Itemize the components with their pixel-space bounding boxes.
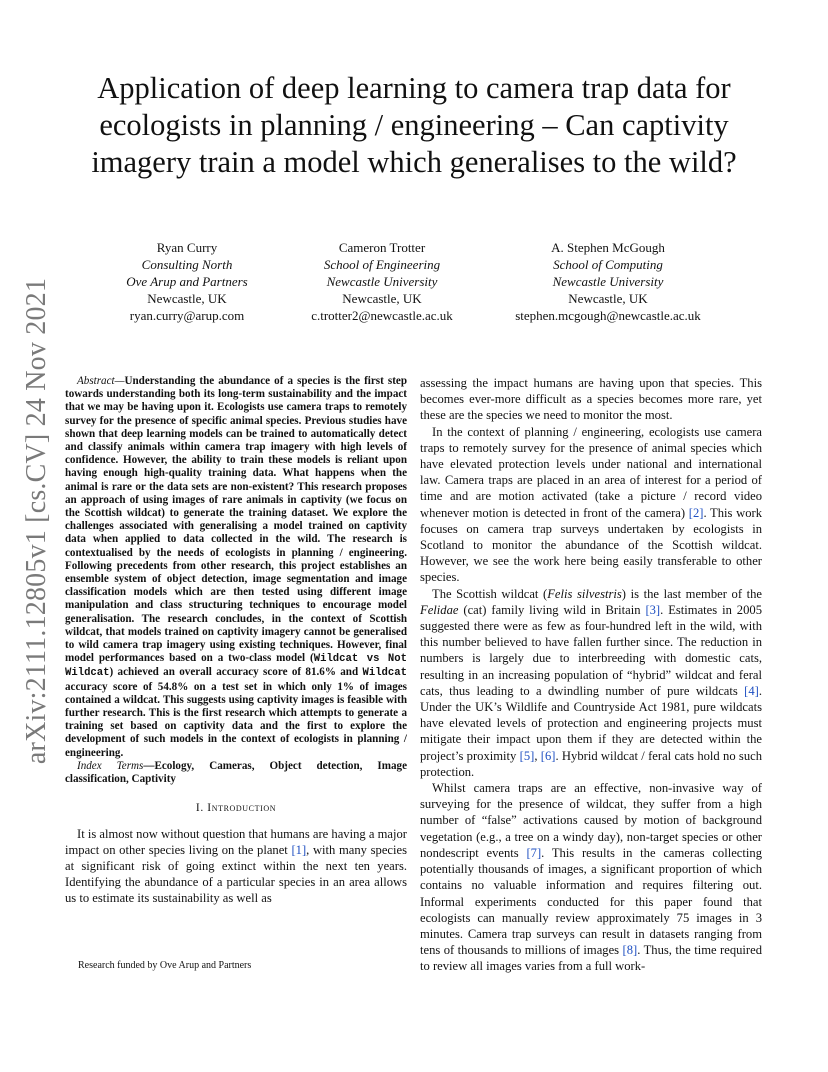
- footnote: Research funded by Ove Arup and Partners: [78, 960, 252, 971]
- citation-link[interactable]: [2]: [688, 505, 704, 520]
- author-name: A. Stephen McGough: [551, 240, 665, 255]
- left-column: [65, 375, 407, 907]
- author-affiliation: Newcastle University: [326, 274, 438, 289]
- citation-link[interactable]: [3]: [645, 602, 661, 617]
- index-terms-text: —Ecology, Cameras, Object detection, Image classification, Captivity: [65, 759, 407, 786]
- section-title: Introduction: [207, 802, 277, 815]
- paragraph-text: It is almost now without question that humans are having a major impact on other species living on the planet: [65, 826, 407, 857]
- citation-link[interactable]: [8]: [622, 943, 638, 958]
- paragraph-text: ) is the last member of the: [621, 586, 763, 601]
- author-location: Newcastle, UK: [147, 291, 227, 306]
- author-location: Newcastle, UK: [568, 291, 648, 306]
- citation-link[interactable]: [1]: [291, 842, 307, 857]
- paragraph-text: . This results in the cameras collecting potentially thousands of images, a significant proportion of which contains no valuable information and requires filtering out. Informal experiments conducted for this paper found that ecologists can manually review approximately 75 images in 3 minutes. Camera trap surveys can result in datasets ranging from tens of thousands to millions of images: [420, 845, 762, 958]
- abstract-text: ) achieved an overall accuracy score of 81.6% and: [109, 666, 363, 679]
- abstract-label: Abstract—: [77, 375, 125, 387]
- arxiv-sidebar: [21, 277, 52, 765]
- author-affiliation: Consulting North: [141, 257, 233, 272]
- author-name: Cameron Trotter: [338, 240, 426, 255]
- author-location: Newcastle, UK: [342, 291, 422, 306]
- family-name: Felidae: [420, 602, 459, 617]
- paragraph-text: (cat) family living wild in Britain: [458, 602, 646, 617]
- intro-paragraph: [65, 826, 407, 907]
- abstract-text: accuracy score of 54.8% on a test set in which only 1% of images contained a wildcat. This suggests using captivity images is feasible with further research. This is the first research which attempts to generate a training set based on captivity data and the first to explore the development of such models in the context of ecologists in planning / engineering.: [65, 680, 407, 759]
- author-email[interactable]: stephen.mcgough@newcastle.ac.uk: [515, 308, 701, 323]
- paragraph: [420, 586, 762, 780]
- abstract-code: Wildcat: [362, 667, 407, 680]
- author-email[interactable]: ryan.curry@arup.com: [129, 308, 245, 323]
- paragraph-text: , with many species at significant risk of going extinct within the next ten years. Identifying the abundance of a particular species in an area allows us to estimate its sustainability as well as: [65, 842, 407, 906]
- author-affiliation: Ove Arup and Partners: [126, 274, 248, 289]
- paragraph-text: In the context of planning / engineering, ecologists use camera traps to remotely survey for the presence of animal species which have elevated protection levels under national and international law. Camera traps are placed in an area of interest for a period of time and are motion activated (take a picture / record video whenever motion is detected in front of the camera): [420, 424, 762, 520]
- paragraph: [420, 424, 762, 586]
- arxiv-id: arXiv:2111.12805v1 [cs.CV] 24 Nov 2021: [21, 277, 52, 765]
- right-column: [420, 375, 762, 975]
- author-block: [77, 239, 297, 324]
- paragraph-text: . Estimates in 2005 suggested there were as few as four-hundred left in the wild, with this number believed to have fallen further since. The reduction in numbers is largely due to interbreeding with domestic cats, resulting in an increasing population of “hybrid” wildcat and feral cats, thus leading to a dwindling number of pure wildcats: [420, 602, 762, 698]
- author-affiliation: Newcastle University: [552, 274, 664, 289]
- paragraph-text: . Hybrid wildcat / feral cats hold no such protection.: [420, 748, 763, 779]
- author-affiliation: School of Computing: [553, 257, 663, 272]
- author-block: [498, 239, 718, 324]
- citation-link[interactable]: [4]: [744, 683, 759, 698]
- citation-link[interactable]: [7]: [526, 845, 542, 860]
- citation-link[interactable]: [6]: [540, 748, 556, 763]
- index-terms: [65, 760, 407, 786]
- section-heading: [65, 800, 407, 816]
- paragraph: [420, 780, 762, 974]
- author-name: Ryan Curry: [156, 240, 218, 255]
- paragraph: assessing the impact humans are having upon that species. This becomes ever-more difficult as a species becomes more rare, yet these are the species we need to monitor the most.: [420, 376, 762, 423]
- abstract: [65, 375, 407, 760]
- paragraph-text: The Scottish wildcat (: [432, 586, 548, 601]
- citation-link[interactable]: [5]: [519, 748, 535, 763]
- paragraph-text: . Thus, the time required to review all images varies from a full work-: [420, 943, 763, 974]
- paragraph-text: . This work focuses on camera trap surveys undertaken by ecologists in Scotland to monitor the abundance of the Scottish wildcat. However, we see the work here being easily transferable to other species.: [420, 505, 762, 585]
- abstract-code: Wildcat vs Not Wildcat: [65, 653, 407, 680]
- author-block: [272, 239, 492, 324]
- paragraph-text: . Under the UK’s Wildlife and Countryside Act 1981, pure wildcats have elevated levels of protection and engineering projects must mitigate their impact upon them if they are detected within the project’s proximity: [420, 683, 762, 763]
- paper-title: Application of deep learning to camera trap data for ecologists in planning / engineering – Can captivity imagery train a model which generalises to the wild?: [91, 71, 737, 179]
- paragraph-text: ,: [534, 748, 541, 763]
- abstract-text: Understanding the abundance of a species is the first step towards understanding both its long-term sustainability and the impact that we may be having upon it. Ecologists use camera traps to remotely survey for the presence of specific animal species. Previous studies have shown that deep learning models can be trained to automatically detect and classify animals within camera trap imagery with high levels of confidence. However, the ability to train these models is reliant upon having enough high-quality training data. What happens when the animal is rare or the data sets are non-existent? This research proposes an approach of using images of rare animals in captivity (we focus on the Scottish wildcat) to generate the training dataset. We explore the challenges associated with generalising a model trained on captivity data when applied to data collected in the wild. The research is contextualised by the needs of ecologists in planning / engineering. Following precedents from other research, this project establishes an ensemble system of object detection, image segmentation and image classification models which are then tested using different image manipulation and class structuring techniques to encourage model generalisation. The research concludes, in the context of Scottish wildcat, that models trained on captivity imagery cannot be generalised to wild camera trap imagery using existing techniques. However, final model performances based on a two-class model (: [65, 375, 407, 665]
- species-name: Felis silvestris: [547, 586, 622, 601]
- paragraph-text: Whilst camera traps are an effective, non-invasive way of surveying for the presence of wildcat, they suffer from a high number of “false” activations caused by motion of background vegetation (e.g., a tree on a windy day), non-target species or other nondescript events: [420, 781, 762, 860]
- section-number: I.: [195, 802, 208, 815]
- author-affiliation: School of Engineering: [323, 257, 441, 272]
- index-terms-label: Index Terms: [77, 759, 144, 772]
- author-email[interactable]: c.trotter2@newcastle.ac.uk: [311, 308, 453, 323]
